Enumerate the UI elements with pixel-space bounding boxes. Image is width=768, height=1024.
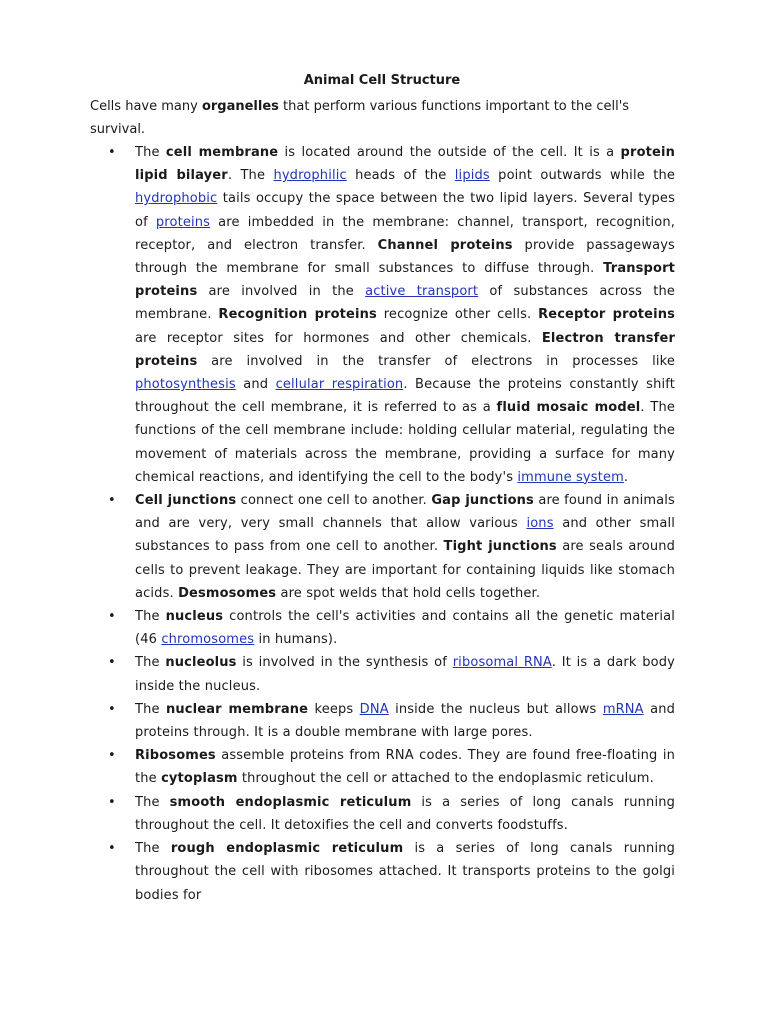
intro-text: Cells have many [90,99,202,114]
term-smooth-endoplasmic-reticulum: smooth endoplasmic reticulum [169,794,412,810]
term-nuclear-membrane: nuclear membrane [165,701,309,717]
link-cellular-respiration[interactable]: cellular respiration [275,377,404,393]
term-fluid-mosaic-model: fluid mosaic model [496,400,641,416]
item-text: . It is a dark body inside the nucleus. [135,655,675,694]
bullet-icon: • [108,701,116,717]
item-text: throughout the cell or attached to the endoplasmic reticulum. [237,771,654,787]
list-item-cell-junctions [108,489,676,605]
item-text: are imbedded in the membrane: channel, transport, recognition, receptor, and electron transfer. [135,214,675,253]
link-mrna[interactable]: mRNA [602,701,644,717]
item-text: The [135,655,166,671]
document-title: Animal Cell Structure [303,73,461,88]
link-chromosomes[interactable]: chromosomes [161,632,255,648]
item-text: is located around the outside of the cell. It is a [278,145,621,160]
term-nucleus: nucleus [165,609,224,625]
item-text: The [135,145,166,160]
link-ions[interactable]: ions [526,516,554,532]
term-desmosomes: Desmosomes [178,585,277,601]
bullet-icon: • [108,841,116,857]
intro-text: that perform various functions important to the cell's survival. [90,99,630,138]
link-immune-system[interactable]: immune system [517,469,624,485]
link-ribosomal-rna[interactable]: ribosomal RNA [452,655,552,671]
item-text: The [135,794,170,810]
link-proteins[interactable]: proteins [155,214,211,230]
organelle-list [108,141,676,907]
item-text: controls the cell's activities and contains all the genetic material (46 [135,609,675,648]
link-hydrophobic[interactable]: hydrophobic [135,191,218,207]
item-text: . The functions of the cell membrane include: holding cellular material, regulating the movement of materials across the membrane, providing a surface for many chemical reactions, and identifying the cell to the body's [135,400,675,485]
bullet-icon: • [108,493,116,509]
list-item-nucleolus [108,651,675,697]
term-gap-junctions: Gap junctions [431,493,534,509]
intro-paragraph [90,95,670,141]
item-text: and proteins through. It is a double membrane with large pores. [135,701,675,741]
item-text: . [623,469,629,485]
item-text: and [235,377,276,393]
item-text: keeps [308,701,360,717]
term-transport-proteins: Transport proteins [135,261,675,300]
item-text: in humans). [254,632,338,648]
item-text: . Because the proteins constantly shift throughout the cell membrane, it is referred to as a [135,377,675,416]
term-recognition-proteins: Recognition proteins [218,307,377,323]
term-cell-membrane: cell membrane [165,145,279,160]
term-rough-endoplasmic-reticulum: rough endoplasmic reticulum [170,841,404,857]
term-receptor-proteins: Receptor proteins [538,307,676,323]
item-text: heads of the [346,168,455,184]
bullet-icon: • [108,748,116,764]
list-item-nuclear-membrane [108,698,675,744]
link-hydrophilic[interactable]: hydrophilic [273,168,347,184]
term-cytoplasm: cytoplasm [161,771,238,787]
item-text: are spot welds that hold cells together. [276,585,541,601]
list-item-smooth-er [108,791,675,837]
list-item-rough-er [108,837,675,907]
item-text: The [135,701,166,717]
item-text: is a series of long canals running throughout the cell. It detoxifies the cell and converts foodstuffs. [135,794,675,833]
link-active-transport[interactable]: active transport [365,284,479,300]
bullet-icon: • [108,609,116,625]
item-text: point outwards while the [489,168,675,184]
list-item-nucleus [108,605,675,651]
item-text: inside the nucleus but allows [388,701,603,717]
link-dna[interactable]: DNA [359,701,389,717]
link-lipids[interactable]: lipids [454,168,490,184]
term-ribosomes: Ribosomes [135,748,216,764]
item-text: The [135,609,166,625]
item-text: are found in animals and are very, very small channels that allow various [135,493,675,532]
item-text: tails occupy the space between the two lipid layers. Several types of [135,191,675,230]
item-text: The [135,841,171,857]
item-text: are seals around cells to prevent leakage. They are important for containing liquids like stomach acids. [135,539,676,601]
link-photosynthesis[interactable]: photosynthesis [135,377,236,393]
term-tight-junctions: Tight junctions [443,539,557,555]
item-text: assemble proteins from RNA codes. They are found free-floating in the [135,748,675,787]
item-text: provide passageways through the membrane for small substances to diffuse through. [135,237,675,277]
term-electron-transfer-proteins: Electron transfer proteins [135,330,675,369]
item-text: and other small substances to pass from one cell to another. [135,516,676,555]
item-text: connect one cell to another. [236,493,432,509]
item-text: are receptor sites for hormones and other chemicals. [135,330,542,346]
term-protein-lipid-bilayer: protein lipid bilayer [135,145,675,184]
item-text: of substances across the membrane. [135,284,676,323]
term-cell-junctions: Cell junctions [135,493,237,509]
item-text: recognize other cells. [376,307,539,323]
bullet-icon: • [108,794,116,810]
item-text: are involved in the [197,284,366,300]
term-organelles: organelles [201,99,279,114]
term-nucleolus: nucleolus [165,655,237,671]
item-text: is involved in the synthesis of [236,655,453,671]
list-item-ribosomes [108,744,675,790]
term-channel-proteins: Channel proteins [377,237,513,253]
item-text: are involved in the transfer of electrons in processes like [197,353,675,369]
bullet-icon: • [108,655,116,671]
list-item-cell-membrane [108,141,676,489]
bullet-icon: • [108,145,116,160]
item-text: is a series of long canals running throughout the cell with ribosomes attached. It transports proteins to the golgi bodies for [135,841,675,903]
item-text: . The [227,168,274,184]
